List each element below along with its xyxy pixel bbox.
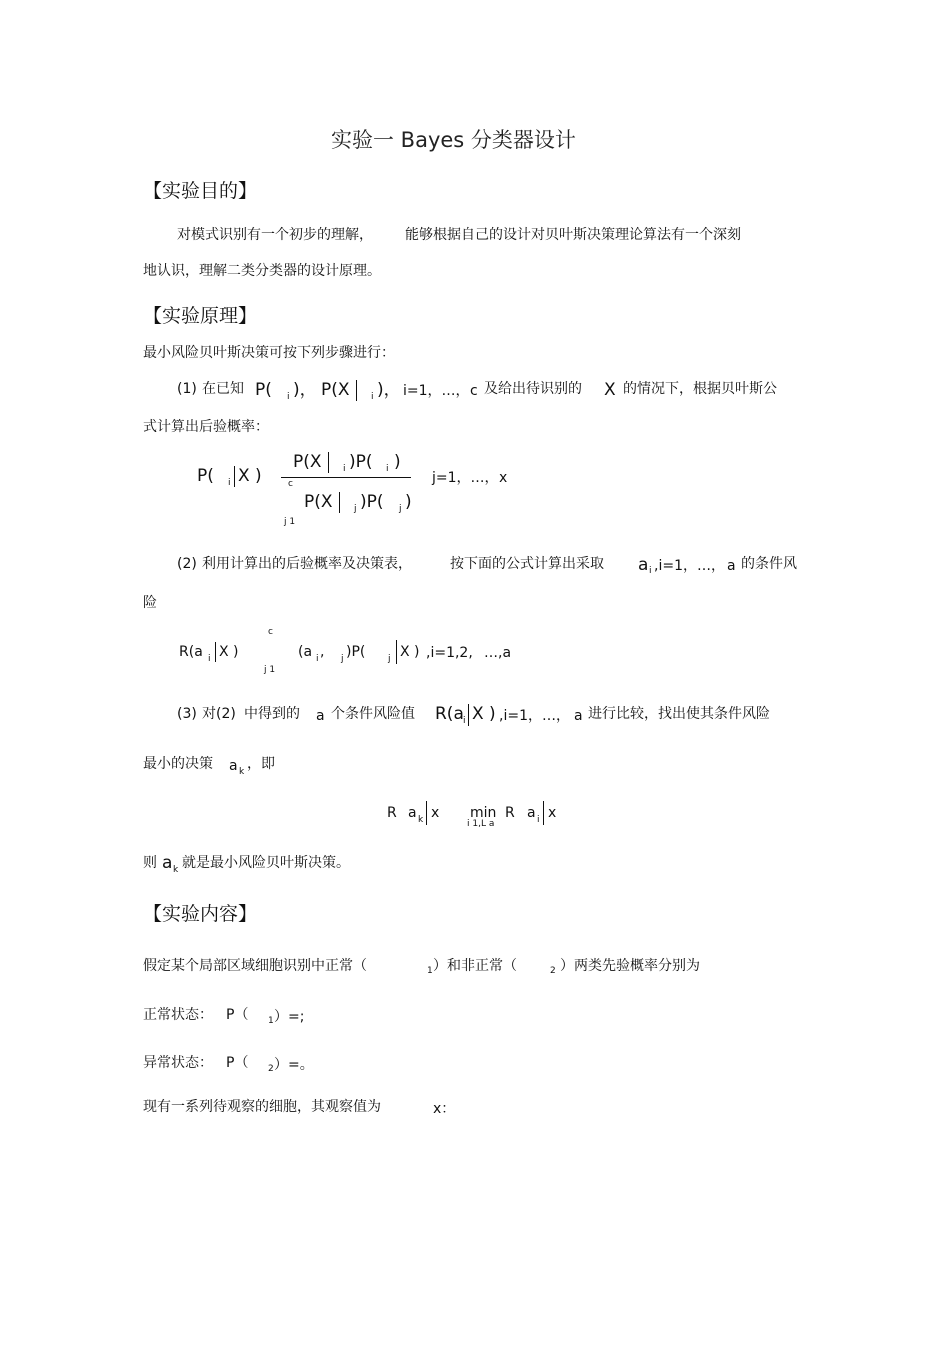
step2-text-3: 的条件风	[741, 556, 797, 572]
formula3-min: min	[470, 805, 497, 821]
conditional-bar	[234, 466, 235, 487]
purpose-text-1b: 能够根据自己的设计对贝叶斯决策理论算法有一个深刻	[405, 227, 741, 243]
abnormal-label: 异常状态：	[143, 1055, 213, 1071]
conditional-bar	[396, 640, 397, 664]
normal-prior-sub: 1	[268, 1016, 274, 1026]
abnormal-prior: P（	[226, 1055, 249, 1071]
formula3-ai-sub: i	[537, 815, 540, 825]
step2-text-2: 按下面的公式计算出采取	[450, 556, 604, 572]
step2-action: a	[638, 555, 649, 575]
formula1-lhs: P(	[197, 466, 214, 486]
formula3-x: x	[431, 805, 440, 821]
formula1-den-sub2: j	[399, 504, 402, 514]
formula2-lhs-sub: i	[208, 654, 211, 664]
step1-range: i=1，…，	[403, 383, 470, 399]
conclusion-prefix: 则	[143, 855, 157, 871]
formula1-num-sub: i	[343, 464, 346, 474]
normal-prior: P（	[226, 1007, 249, 1023]
step3-a: a	[316, 708, 325, 724]
formula3-x2: x	[548, 805, 557, 821]
step2-range: ,i=1，…，	[654, 558, 725, 574]
formula1-range: j=1，…，	[432, 470, 499, 486]
step3-ak-sub: k	[239, 767, 245, 777]
fraction-line	[281, 477, 411, 478]
step1-text: 在已知	[202, 381, 244, 397]
formula3-ai: a	[527, 805, 536, 821]
content-line1a: 假定某个局部区域细胞识别中正常（	[143, 958, 367, 974]
conclusion-ak-sub: k	[173, 865, 179, 875]
step1-likelihood: P(X	[321, 380, 350, 400]
formula3-min-sub: i 1,L a	[467, 819, 495, 829]
formula3-ak: a	[408, 805, 417, 821]
formula1-numerator: P(X	[293, 452, 322, 472]
step3-line2-tail: ，即	[247, 756, 275, 772]
formula2-loss-sub2: j	[341, 654, 344, 664]
page-title: 实验一 Bayes 分类器设计	[331, 128, 576, 152]
step3-range: ,i=1，…，	[499, 708, 570, 724]
step2-line2: 险	[143, 595, 157, 611]
normal-prior-value: ）=;	[274, 1009, 305, 1025]
section-heading-principle: 【实验原理】	[143, 305, 258, 327]
step1-label: (1)	[177, 381, 197, 397]
formula2-lhs: R(a	[179, 644, 203, 660]
formula1-num-sub2: i	[386, 464, 389, 474]
formula2-loss-sub: i	[316, 654, 319, 664]
conclusion-text: 就是最小风险贝叶斯决策。	[182, 855, 350, 871]
formula1-num-mid: )P(	[349, 452, 373, 472]
step1-text-2: 及给出待识别的	[484, 381, 582, 397]
conclusion-ak: a	[162, 853, 173, 873]
step1-prior: P(	[255, 380, 272, 400]
formula1-den-sub: j	[354, 504, 357, 514]
formula1-lhs-rest: X )	[238, 466, 262, 486]
conditional-bar	[543, 801, 544, 825]
conditional-bar	[468, 704, 469, 726]
formula1-num-end: )	[394, 452, 401, 472]
step2-a: a	[727, 558, 736, 574]
step2-action-sub: i	[649, 566, 652, 576]
step3-risk: R(a	[435, 704, 464, 724]
formula3-R: R	[387, 805, 397, 821]
step1-prior-sub: i	[287, 392, 290, 402]
step3-label: (3)	[177, 706, 197, 722]
formula2-posterior-sub: j	[388, 654, 391, 664]
formula2-loss: (a	[298, 644, 313, 660]
formula2-posterior-rest: X )	[400, 644, 420, 660]
step2-text-1: 利用计算出的后验概率及决策表，	[202, 556, 412, 572]
step3-text-3: 个条件风险值	[331, 706, 415, 722]
step3-line2: 最小的决策	[143, 756, 213, 772]
step3-text-2: 中得到的	[244, 706, 300, 722]
content-line1b: ）和非正常（	[433, 958, 517, 974]
formula1-den-end: )	[405, 492, 412, 512]
conditional-bar	[339, 492, 340, 513]
formula1-sum-bottom: j 1	[284, 517, 296, 527]
formula2-lhs-rest: X )	[219, 644, 239, 660]
formula1-sum-top: c	[288, 479, 293, 489]
step3-risk-rest: X )	[472, 704, 496, 724]
step1-line2: 式计算出后验概率：	[143, 419, 269, 435]
formula1-lhs-sub: i	[228, 478, 231, 488]
conditional-bar	[328, 452, 329, 473]
observation-text: 现有一系列待观察的细胞，其观察值为	[143, 1099, 381, 1115]
principle-intro: 最小风险贝叶斯决策可按下列步骤进行：	[143, 345, 395, 361]
formula2-range: ,i=1,2,	[426, 645, 473, 661]
conditional-bar	[356, 380, 357, 401]
section-heading-content: 【实验内容】	[143, 903, 258, 925]
formula2-sum-bottom: j 1	[264, 665, 276, 675]
abnormal-prior-value: ）=。	[274, 1057, 314, 1073]
step3-risk-sub: i	[463, 716, 466, 726]
step2-label: (2)	[177, 556, 197, 572]
step1-likelihood-close: )，	[377, 380, 401, 400]
content-sub2: 2	[550, 966, 556, 976]
step1-X: X	[604, 380, 616, 400]
step3-a2: a	[574, 708, 583, 724]
formula2-loss-comma: ,	[320, 644, 325, 660]
formula1-x: x	[499, 470, 508, 486]
formula3-R2: R	[505, 805, 515, 821]
conditional-bar	[426, 801, 427, 825]
step1-likelihood-sub: i	[371, 392, 374, 402]
formula2-tail: …,a	[484, 645, 512, 661]
step3-text-4: 进行比较，找出使其条件风险	[588, 706, 770, 722]
purpose-text-1a: 对模式识别有一个初步的理解，	[177, 227, 373, 243]
formula2-sum-top: c	[268, 627, 273, 637]
step3-ak: a	[229, 758, 238, 774]
formula2-posterior: )P(	[346, 644, 366, 660]
step3-text-1: 对(2)	[202, 706, 236, 722]
formula3-ak-sub: k	[418, 815, 424, 825]
step1-c: c	[470, 383, 478, 399]
step1-text-3: 的情况下，根据贝叶斯公	[623, 381, 777, 397]
step1-prior-close: )，	[293, 380, 317, 400]
observation-x: x：	[433, 1101, 456, 1117]
formula1-den-mid: )P(	[360, 492, 384, 512]
section-heading-purpose: 【实验目的】	[143, 180, 258, 202]
purpose-text-2: 地认识，理解二类分类器的设计原理。	[143, 263, 381, 279]
content-sub1: 1	[427, 966, 433, 976]
conditional-bar	[215, 642, 216, 662]
formula1-denominator: P(X	[304, 492, 333, 512]
content-line1c: ）两类先验概率分别为	[560, 958, 700, 974]
normal-label: 正常状态：	[143, 1007, 213, 1023]
abnormal-prior-sub: 2	[268, 1064, 274, 1074]
